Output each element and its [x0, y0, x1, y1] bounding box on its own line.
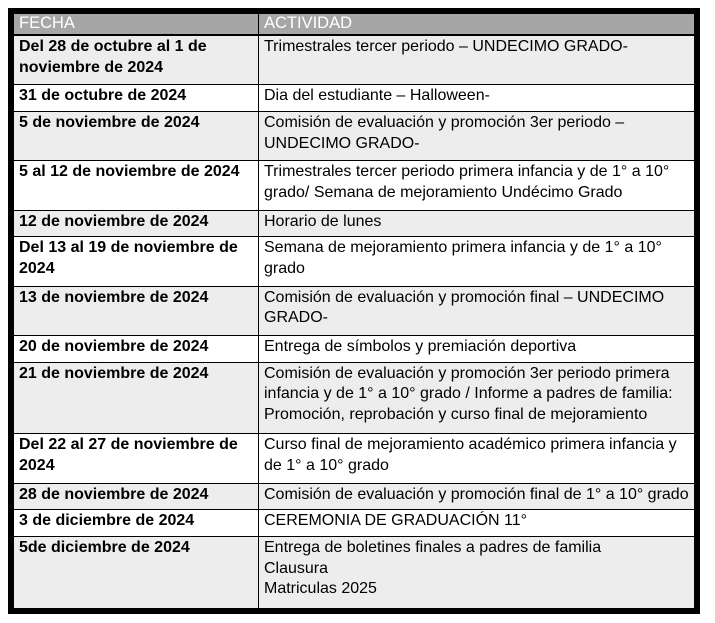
cell-actividad: Trimestrales tercer periodo primera infancia y de 1° a 10° grado/ Semana de mejoramiento Undécimo Grado	[259, 161, 695, 210]
table-row	[14, 362, 695, 434]
cell-fecha: Del 22 al 27 de noviembre de 2024	[14, 434, 259, 483]
table-row	[14, 85, 695, 112]
cell-fecha: 5 de noviembre de 2024	[14, 112, 259, 161]
table-body	[14, 35, 695, 609]
cell-fecha: 5 al 12 de noviembre de 2024	[14, 161, 259, 210]
cell-fecha: 31 de octubre de 2024	[14, 85, 259, 112]
cell-actividad: Comisión de evaluación y promoción 3er periodo primera infancia y de 1° a 10° grado / Informe a padres de familia: Promoción, reprobación y curso final de mejoramiento	[259, 362, 695, 434]
table-header-row	[14, 14, 695, 36]
cell-fecha: Del 13 al 19 de noviembre de 2024	[14, 237, 259, 286]
cell-fecha: 5de diciembre de 2024	[14, 537, 259, 609]
cell-actividad: Curso final de mejoramiento académico primera infancia y de 1° a 10° grado	[259, 434, 695, 483]
cell-actividad: Comisión de evaluación y promoción final de 1° a 10° grado	[259, 483, 695, 510]
column-header-actividad: ACTIVIDAD	[259, 14, 695, 36]
table-row	[14, 510, 695, 537]
cell-actividad: Horario de lunes	[259, 210, 695, 237]
cell-fecha: 20 de noviembre de 2024	[14, 335, 259, 362]
cell-actividad: Comisión de evaluación y promoción 3er periodo – UNDECIMO GRADO-	[259, 112, 695, 161]
cell-actividad: Trimestrales tercer periodo – UNDECIMO GRADO-	[259, 35, 695, 85]
cell-fecha: 13 de noviembre de 2024	[14, 286, 259, 335]
cell-actividad: Dia del estudiante – Halloween-	[259, 85, 695, 112]
academic-calendar-table	[13, 13, 695, 609]
activity-line: Matriculas 2025	[264, 580, 377, 598]
table-row	[14, 237, 695, 286]
table-row	[14, 286, 695, 335]
cell-fecha: 12 de noviembre de 2024	[14, 210, 259, 237]
cell-actividad: CEREMONIA DE GRADUACIÓN 11°	[259, 510, 695, 537]
cell-fecha: 28 de noviembre de 2024	[14, 483, 259, 510]
table-row	[14, 35, 695, 85]
table-row	[14, 161, 695, 210]
table-row	[14, 210, 695, 237]
activity-line: Clausura	[264, 559, 329, 577]
table-row	[14, 537, 695, 609]
column-header-fecha: FECHA	[14, 14, 259, 36]
table-row	[14, 434, 695, 483]
cell-fecha: 21 de noviembre de 2024	[14, 362, 259, 434]
cell-actividad	[259, 537, 695, 609]
cell-actividad: Semana de mejoramiento primera infancia y de 1° a 10° grado	[259, 237, 695, 286]
table-row	[14, 483, 695, 510]
cell-fecha: 3 de diciembre de 2024	[14, 510, 259, 537]
table-row	[14, 112, 695, 161]
activity-line: Entrega de boletines finales a padres de familia	[264, 539, 602, 557]
cell-actividad: Comisión de evaluación y promoción final – UNDECIMO GRADO-	[259, 286, 695, 335]
table-header	[14, 14, 695, 36]
cell-fecha: Del 28 de octubre al 1 de noviembre de 2024	[14, 35, 259, 85]
schedule-table-frame	[8, 8, 700, 614]
table-row	[14, 335, 695, 362]
cell-actividad: Entrega de símbolos y premiación deportiva	[259, 335, 695, 362]
